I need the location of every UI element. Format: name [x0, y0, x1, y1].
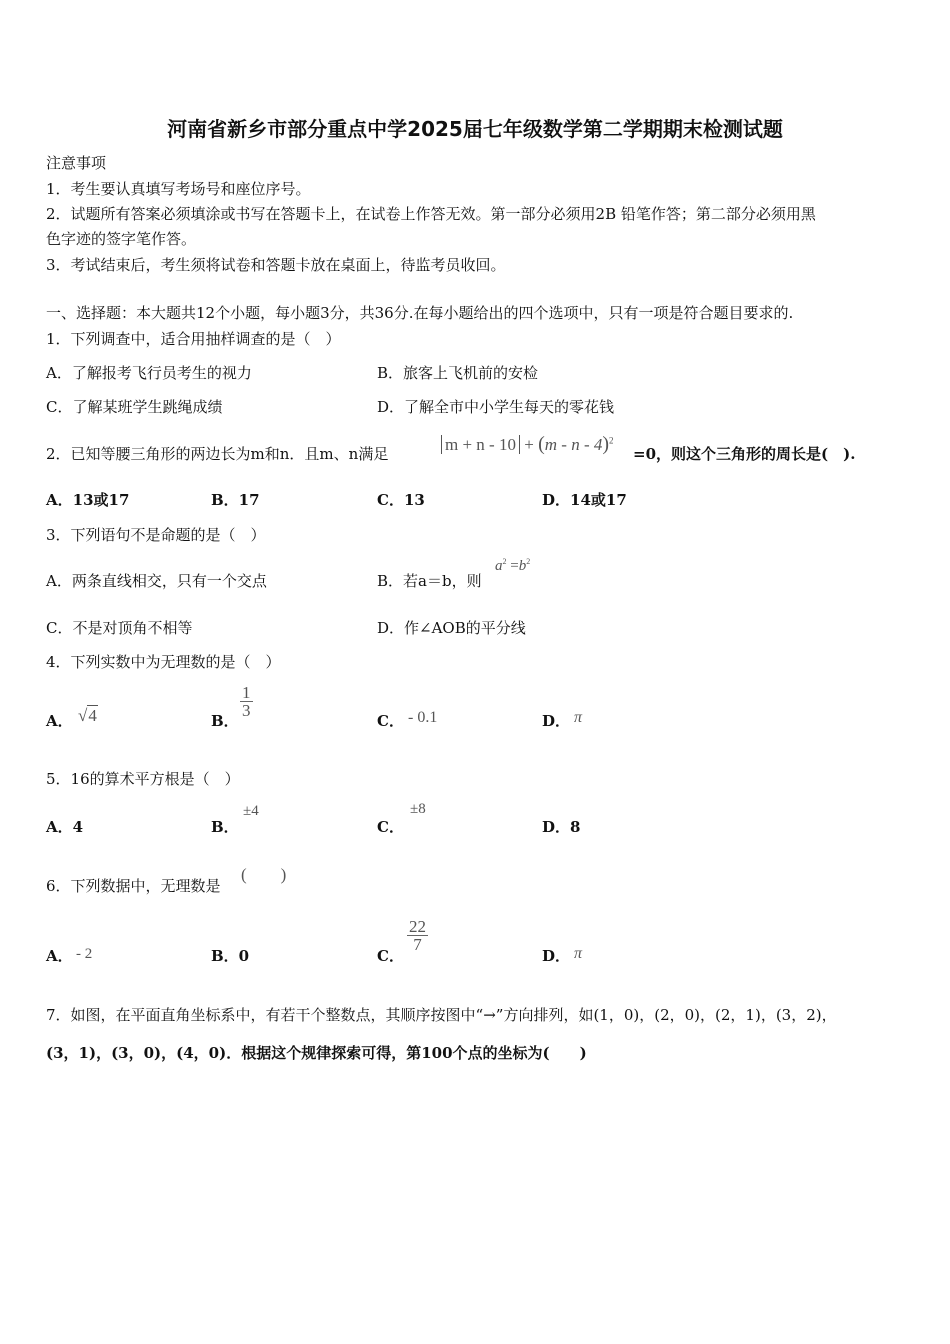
q6-option-c-label: C． — [377, 947, 404, 965]
q6-paren: ( ) — [241, 865, 287, 884]
q1-option-b: B．旅客上飞机前的安检 — [377, 364, 539, 382]
q1-stem: 1．下列调查中，适合用抽样调查的是（ ） — [46, 330, 341, 348]
q7-stem-line1: 7．如图，在平面直角坐标系中，有若干个整数点，其顺序按图中“→”方向排列，如(1，0)，(2，0)，(2，1)，(3，2)， — [46, 1006, 837, 1024]
page-title: 河南省新乡市部分重点中学2025届七年级数学第二学期期末检测试题 — [167, 117, 783, 141]
q2-exponent: 2 — [609, 435, 614, 446]
q2-plus: + — [524, 435, 534, 454]
q5-option-c-value: ±8 — [410, 801, 426, 817]
q3-option-d: D．作∠AOB的平分线 — [377, 619, 526, 637]
q4-option-a-sqrt: √4 — [78, 706, 97, 725]
notice-item-2-cont: 色字迹的签字笔作答。 — [46, 230, 197, 248]
q2-stem-pre: 2．已知等腰三角形的两边长为m和n．且m、n满足 — [46, 445, 389, 463]
q4-option-b-fraction: $\frac{1}{3}$ — [242, 683, 251, 720]
q4-option-d-pi: π — [574, 709, 583, 726]
q1-option-c: C．了解某班学生跳绳成绩 — [46, 398, 223, 416]
notice-item-2: 2．试题所有答案必须填涂或书写在答题卡上，在试卷上作答无效。第一部分必须用2B 铅笔作答；第二部分必须用黑 — [46, 205, 816, 223]
q5-option-a: A．4 — [46, 818, 84, 836]
q4-option-a-label: A． — [46, 712, 73, 730]
q6-option-a-value: - 2 — [76, 946, 93, 962]
q3-option-a: A．两条直线相交，只有一个交点 — [46, 572, 267, 590]
q4-stem: 4．下列实数中为无理数的是（ ） — [46, 653, 281, 671]
q6-option-b: B．0 — [211, 947, 250, 965]
q6-stem: 6．下列数据中，无理数是 — [46, 877, 221, 895]
section-heading: 一、选择题：本大题共12个小题，每小题3分，共36分.在每小题给出的四个选项中，只有一项是符合题目要求的. — [46, 304, 794, 322]
q2-option-c: C．13 — [377, 491, 425, 509]
q2-option-a: A．13或17 — [46, 491, 130, 509]
q6-option-a-label: A． — [46, 947, 73, 965]
q4-option-c-label: C． — [377, 712, 404, 730]
q1-option-d: D．了解全市中小学生每天的零花钱 — [377, 398, 615, 416]
notice-item-1: 1．考生要认真填写考场号和座位序号。 — [46, 180, 311, 198]
q5-option-b-value: ±4 — [243, 803, 259, 819]
q3-option-b: B．若a＝b，则 — [377, 572, 482, 590]
q6-option-d-label: D． — [542, 947, 571, 965]
q2-option-b: B．17 — [211, 491, 260, 509]
q3-option-c: C．不是对顶角不相等 — [46, 619, 193, 637]
q3-option-b-expr: $a^2 =b^2$ — [495, 557, 531, 574]
q2-abs-expr: m + n - 10 — [441, 435, 520, 454]
q2-equation: m + n - 10 + (m - n - 4)$^2$ — [441, 433, 614, 456]
notice-heading: 注意事项 — [46, 154, 107, 172]
q7-stem-line2: (3，1)，(3，0)，(4，0)．根据这个规律探索可得，第100个点的坐标为( ) — [46, 1044, 587, 1062]
q4-option-b-label: B． — [211, 712, 239, 730]
q6-option-c-fraction: $\frac{22}{7}$ — [409, 917, 426, 954]
q2-paren-expr: m - n - 4 — [544, 435, 603, 454]
q5-option-d: D．8 — [542, 818, 581, 836]
q5-option-c-label: C． — [377, 818, 404, 836]
q5-option-b-label: B． — [211, 818, 239, 836]
q2-option-d: D．14或17 — [542, 491, 627, 509]
q4-option-c-value: - 0.1 — [408, 709, 438, 726]
q6-option-d-pi: π — [574, 945, 583, 962]
q4-option-d-label: D． — [542, 712, 571, 730]
notice-item-3: 3．考试结束后，考生须将试卷和答题卡放在桌面上，待监考员收回。 — [46, 256, 506, 274]
q3-stem: 3．下列语句不是命题的是（ ） — [46, 526, 266, 544]
q2-stem-post: =0，则这个三角形的周长是( ). — [633, 445, 856, 463]
q1-option-a: A．了解报考飞行员考生的视力 — [46, 364, 252, 382]
q5-stem: 5．16的算术平方根是（ ） — [46, 770, 240, 788]
